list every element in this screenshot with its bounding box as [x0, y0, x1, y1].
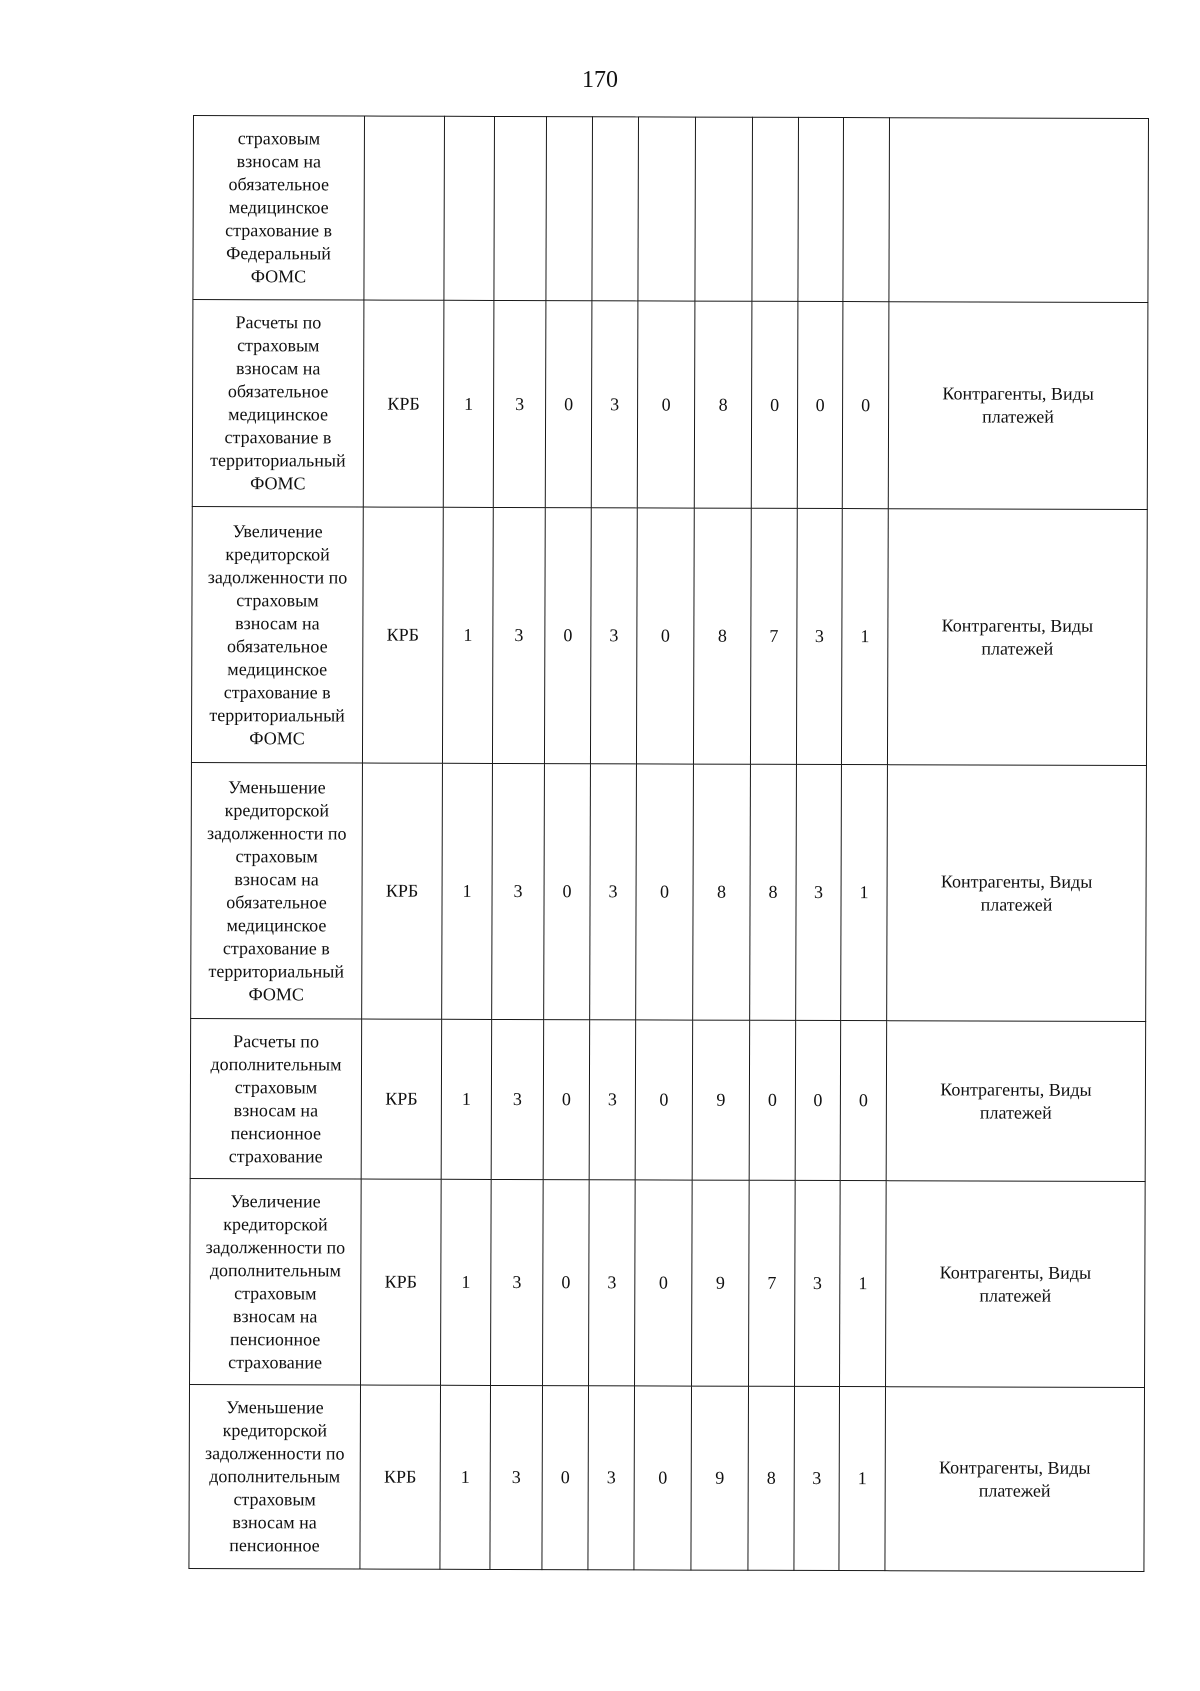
table-body: [189, 116, 1149, 1572]
account-digit-cell: 8: [693, 764, 751, 1020]
account-digit-cell: 1: [442, 763, 493, 1019]
account-digit-cell: 3: [590, 764, 637, 1020]
account-digit-cell: 1: [441, 1019, 492, 1179]
account-digit-cell: 0: [544, 508, 591, 764]
kbk-cell: КРБ: [361, 1019, 442, 1179]
account-digit-cell: 0: [545, 301, 592, 508]
account-digit-cell: 0: [636, 764, 694, 1020]
account-digit-cell: [695, 117, 753, 301]
account-digit-cell: [546, 117, 593, 301]
account-digit-cell: 3: [796, 764, 842, 1020]
account-digit-cell: 7: [749, 1180, 796, 1386]
analytics-cell: Контрагенты, Виды платежей: [888, 302, 1148, 510]
kbk-cell: КРБ: [363, 300, 444, 507]
account-digit-cell: 0: [749, 1020, 796, 1180]
account-digit-cell: 1: [443, 300, 494, 507]
table-row: [193, 116, 1149, 303]
account-digit-cell: 3: [795, 1180, 841, 1386]
account-digit-cell: [444, 116, 495, 300]
table-row: [191, 506, 1147, 765]
account-digit-cell: 3: [589, 1020, 636, 1180]
account-digit-cell: 9: [692, 1020, 750, 1180]
account-digit-cell: 3: [591, 301, 638, 508]
page-number: 170: [582, 67, 618, 93]
account-digit-cell: [592, 117, 639, 301]
account-digit-cell: 0: [636, 508, 694, 764]
analytics-cell: [889, 118, 1149, 303]
account-digit-cell: 8: [748, 1386, 795, 1570]
account-digit-cell: 3: [794, 1386, 840, 1570]
account-digit-cell: 0: [635, 1180, 693, 1386]
account-name-cell: страховым взносам на обязательное медицинское страхование в Федеральный ФОМС: [193, 116, 365, 301]
account-digit-cell: 0: [795, 1020, 841, 1180]
account-digit-cell: 0: [543, 1180, 590, 1386]
account-digit-cell: 3: [490, 1385, 543, 1569]
account-name-cell: Увеличение кредиторской задолженности по страховым взносам на обязательное медицинское страхование в территориальный ФОМС: [191, 506, 363, 763]
table-row: [192, 300, 1148, 510]
account-digit-cell: 8: [750, 764, 797, 1020]
account-name-cell: Увеличение кредиторской задолженности по дополнительным страховым взносам на пенсионное страхование: [190, 1178, 362, 1385]
account-digit-cell: 1: [441, 1179, 492, 1385]
table-row: [189, 1384, 1145, 1571]
account-digit-cell: 0: [544, 764, 591, 1020]
table-row: [191, 762, 1147, 1021]
account-digit-cell: 3: [589, 1180, 636, 1386]
table-row: [190, 1018, 1145, 1181]
account-digit-cell: 0: [635, 1020, 693, 1180]
account-digit-cell: 3: [796, 508, 842, 764]
kbk-cell: КРБ: [360, 1385, 441, 1569]
account-digit-cell: [843, 118, 890, 302]
account-name-cell: Расчеты по страховым взносам на обязательное медицинское страхование в территориальный ФОМС: [192, 300, 364, 508]
account-digit-cell: 0: [797, 301, 843, 508]
account-name-cell: Расчеты по дополнительным страховым взносам на пенсионное страхование: [190, 1018, 362, 1179]
account-digit-cell: 8: [693, 508, 751, 764]
account-digit-cell: 1: [839, 1387, 886, 1571]
account-digit-cell: 3: [491, 1019, 544, 1179]
account-digit-cell: 7: [750, 508, 797, 764]
account-table: [188, 115, 1149, 1572]
account-digit-cell: 9: [692, 1180, 750, 1386]
analytics-cell: Контрагенты, Виды платежей: [887, 765, 1147, 1022]
kbk-cell: [364, 116, 445, 300]
account-digit-cell: 3: [491, 1179, 544, 1385]
account-digit-cell: 3: [492, 507, 545, 763]
account-digit-cell: 0: [840, 1021, 887, 1181]
analytics-cell: Контрагенты, Виды платежей: [885, 1387, 1145, 1572]
account-digit-cell: 0: [637, 301, 695, 508]
account-digit-cell: [494, 116, 547, 300]
account-name-cell: Уменьшение кредиторской задолженности по страховым взносам на обязательное медицинское страхование в территориальный ФОМС: [191, 762, 363, 1019]
account-digit-cell: 0: [543, 1020, 590, 1180]
account-digit-cell: [798, 117, 844, 301]
account-digit-cell: 1: [840, 1181, 887, 1387]
kbk-cell: КРБ: [362, 763, 443, 1019]
analytics-cell: Контрагенты, Виды платежей: [886, 1181, 1146, 1388]
kbk-cell: КРБ: [361, 1179, 442, 1385]
account-digit-cell: 3: [493, 300, 546, 507]
account-digit-cell: [638, 117, 696, 301]
account-digit-cell: 0: [542, 1386, 589, 1570]
account-name-cell: Уменьшение кредиторской задолженности по дополнительным страховым взносам на пенсионное: [189, 1384, 361, 1569]
account-digit-cell: 9: [691, 1386, 749, 1570]
account-digit-cell: 3: [492, 763, 545, 1019]
analytics-cell: Контрагенты, Виды платежей: [886, 1021, 1146, 1182]
kbk-cell: КРБ: [362, 507, 443, 763]
account-digit-cell: 1: [442, 507, 493, 763]
account-digit-cell: 0: [751, 301, 798, 508]
account-digit-cell: 1: [841, 765, 888, 1021]
analytics-cell: Контрагенты, Виды платежей: [887, 509, 1147, 766]
account-digit-cell: 0: [634, 1386, 692, 1570]
account-digit-cell: [752, 117, 799, 301]
table-row: [190, 1178, 1146, 1387]
account-digit-cell: 3: [590, 508, 637, 764]
account-digit-cell: 1: [841, 509, 888, 765]
account-digit-cell: 1: [440, 1385, 491, 1569]
account-digit-cell: 8: [694, 301, 752, 508]
account-digit-cell: 0: [842, 302, 889, 509]
account-digit-cell: 3: [588, 1386, 635, 1570]
